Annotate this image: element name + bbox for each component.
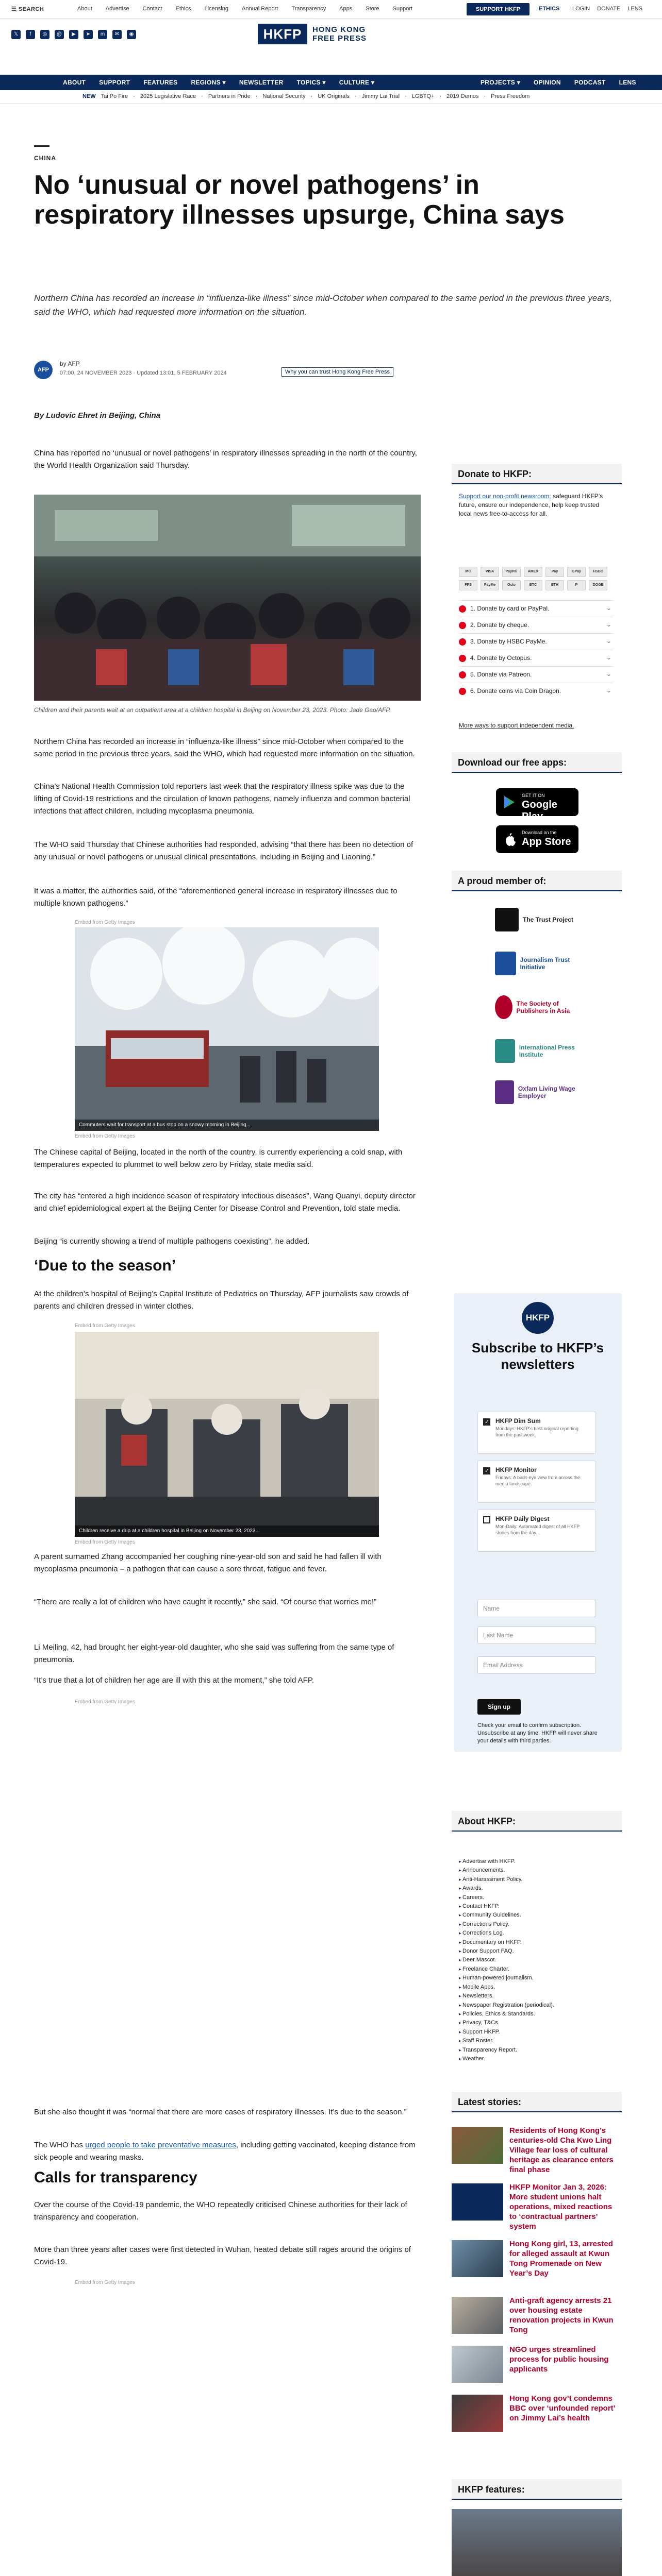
step-dot-icon	[459, 622, 466, 629]
article-headline: No ‘unusual or novel pathogens’ in respiratory illnesses upsurge, China says	[34, 170, 565, 230]
chevron-down-icon: ⌄	[606, 687, 611, 694]
latest-story[interactable]	[452, 2297, 622, 2348]
name-input[interactable]: Name	[477, 1600, 596, 1617]
rss-icon[interactable]: ◉	[127, 30, 136, 39]
story-thumbnail	[452, 2240, 503, 2277]
trending-link[interactable]: 2025 Legislative Race	[140, 93, 196, 99]
about-link[interactable]: ▸ Community Guidelines.	[459, 1911, 614, 1920]
about-title-bar	[452, 1811, 622, 1832]
donate-step-label: 4. Donate by Octopus.	[470, 654, 532, 662]
mastercard-icon: MC	[459, 567, 477, 577]
google-play-icon	[503, 795, 517, 809]
about-link[interactable]: ▸ Deer Mascot.	[459, 1956, 614, 1964]
about-link[interactable]: ▸ Corrections Policy.	[459, 1920, 614, 1929]
trust-project-icon	[495, 908, 519, 931]
trust-link[interactable]: Why you can trust Hong Kong Free Press	[282, 367, 393, 377]
donate-step[interactable]	[459, 683, 614, 699]
jti-icon	[495, 952, 516, 975]
top-utility-bar	[0, 0, 662, 19]
trust-project-logo[interactable]	[495, 904, 588, 935]
preventative-measures-link[interactable]: urged people to take preventative measures	[85, 2141, 236, 2149]
google-play-big: Google Play	[522, 799, 557, 822]
article-standfirst: Northern China has recorded an increase in “influenza-like illness” since mid-October when compared to the same period in the previous three years, said the WHO, which had requested more information on the situation.	[34, 293, 612, 317]
nav-item[interactable]: LENS	[619, 79, 636, 86]
about-link[interactable]: ▸ Transparency Report.	[459, 2046, 614, 2055]
google-play-button[interactable]	[496, 788, 578, 822]
story-title: Anti-graft agency arrests 21 over housing estate renovation projects in Kwun Tong	[509, 2296, 614, 2334]
donate-step-label: 5. Donate via Patreon.	[470, 671, 532, 678]
more-ways-link[interactable]: More ways to support independent media.	[459, 722, 574, 729]
lens-link[interactable]: LENS	[627, 6, 643, 12]
latest-story[interactable]	[452, 2183, 622, 2235]
newsletter-title: Subscribe to HKFP’s newsletters	[471, 1340, 604, 1372]
checkbox-checked[interactable]	[483, 1467, 490, 1475]
donate-step[interactable]	[459, 650, 614, 666]
paragraph-text: The WHO has	[34, 2141, 86, 2149]
email-input[interactable]: Email Address	[477, 1656, 596, 1674]
step-dot-icon	[459, 688, 466, 695]
trending-link[interactable]: UK Originals	[318, 93, 350, 99]
util-link[interactable]: About	[77, 6, 92, 12]
octopus-icon: Octo	[502, 580, 521, 590]
about-link[interactable]: ▸ Policies, Ethics & Standards.	[459, 2010, 614, 2019]
hkfp-circle-logo: HKFP	[522, 1302, 554, 1334]
signup-button[interactable]: Sign up	[477, 1699, 521, 1715]
app-store-big: App Store	[522, 836, 571, 848]
logo-mark: HKFP	[258, 24, 307, 44]
paragraph: At the children’s hospital of Beijing’s Capital Institute of Pediatrics on Thursday, AFP journalists saw crowds of parents and children dressed in winter clothes.	[34, 1290, 409, 1311]
about-link[interactable]: ▸ Advertise with HKFP.	[459, 1857, 614, 1866]
step-dot-icon	[459, 671, 466, 679]
story-title: HKFP Monitor Jan 3, 2026: More student unions halt operations, mixed reactions to ‘contractual partners’ system	[509, 2183, 613, 2231]
photo-caption: Children and their parents wait at an outpatient area at a children hospital in Beijing on November 23, 2023. Photo: Jade Gao/AFP.	[34, 706, 391, 714]
section-heading: ‘Due to the season’	[34, 1257, 176, 1274]
story-title: Hong Kong girl, 13, arrested for alleged assault at Kwun Tong Promenade on New Year’s Day	[509, 2240, 613, 2278]
paragraph: Beijing “is currently showing a trend of multiple pathogens coexisting”, he added.	[34, 1237, 310, 1246]
trending-link[interactable]: Tai Po Fire	[101, 93, 128, 99]
drip-photo-caption: Children receive a drip at a children hospital in Beijing on November 23, 2023...	[75, 1526, 379, 1537]
donate-title-bar	[452, 464, 622, 484]
donate-step[interactable]	[459, 633, 614, 650]
instagram-icon[interactable]: ◎	[40, 30, 49, 39]
story-thumbnail	[452, 2395, 503, 2432]
extra-links	[572, 6, 642, 12]
about-link[interactable]: ▸ Careers.	[459, 1893, 614, 1902]
login-link[interactable]: LOGIN	[572, 6, 590, 12]
nav-item[interactable]: FEATURES	[143, 79, 178, 86]
email-icon[interactable]: ✉	[112, 30, 122, 39]
about-link[interactable]: ▸ Weather.	[459, 2055, 614, 2063]
apple-icon	[503, 832, 517, 846]
donate-step-label: 1. Donate by card or PayPal.	[470, 605, 550, 612]
member-name: The Society of Publishers in Asia	[516, 1000, 570, 1014]
util-link[interactable]: Contact	[142, 6, 162, 12]
nav-item[interactable]: PROJECTS ▾	[481, 79, 521, 86]
snow-photo-caption: Commuters wait for transport at a bus stop on a snowy morning in Beijing...	[75, 1120, 379, 1131]
nav-item[interactable]: NEWSLETTER	[239, 79, 284, 86]
util-link[interactable]: Advertise	[105, 6, 129, 12]
newsletter-name: HKFP Monitor	[495, 1466, 537, 1473]
about-link[interactable]: ▸ Announcements.	[459, 1866, 614, 1875]
util-link[interactable]: Apps	[339, 6, 353, 12]
about-link[interactable]: ▸ Contact HKFP.	[459, 1902, 614, 1911]
newsletter-desc: Mondays: HKFP’s best original reporting from the past week.	[495, 1426, 578, 1437]
search-button[interactable]: ☰ SEARCH	[11, 6, 44, 12]
category-kicker[interactable]: CHINA	[34, 155, 56, 162]
nav-item[interactable]: SUPPORT	[99, 79, 130, 86]
chevron-down-icon: ⌄	[606, 621, 611, 628]
paragraph: Li Meiling, 42, had brought her eight-year-old daughter, who she said was suffering from the same type of pneumonia.	[34, 1643, 394, 1664]
newsletter-option-monitor[interactable]	[477, 1461, 596, 1503]
donate-step[interactable]	[459, 617, 614, 633]
paragraph: “There are really a lot of children who have caught it recently,” she said. “Of course that worries me!”	[34, 1598, 377, 1606]
nav-item[interactable]: OPINION	[534, 79, 561, 86]
latest-story[interactable]	[452, 2346, 622, 2397]
newsletter-desc: Mon-Daily: Automated digest of all HKFP stories from the day.	[495, 1524, 580, 1535]
afp-logo-icon: AFP	[34, 361, 53, 379]
logo-name	[312, 25, 367, 43]
paragraph: It was a matter, the authorities said, of the “aforementioned general increase in respiratory illnesses due to multiple known pathogens.”	[34, 887, 398, 908]
twitter-icon[interactable]: 𝕏	[11, 30, 21, 39]
trending-link[interactable]: Partners in Pride	[208, 93, 251, 99]
apps-title: Download our free apps:	[458, 757, 567, 768]
article-author: By Ludovic Ehret in Beijing, China	[34, 411, 161, 420]
oxfam-icon	[495, 1080, 514, 1104]
story-title: Hong Kong gov’t condemns BBC over ‘unfounded report’ on Jimmy Lai’s health	[509, 2394, 616, 2422]
donate-title: Donate to HKFP:	[458, 469, 532, 479]
story-title: Residents of Hong Kong’s centuries-old Cha Kwo Ling Village fear loss of cultural heritage as clearance enters final phase	[509, 2126, 614, 2174]
byline	[34, 358, 622, 381]
util-link[interactable]: Store	[366, 6, 379, 12]
hospital-photo	[34, 495, 421, 701]
paragraph: China’s National Health Commission told reporters last week that the respiratory illness spike was due to the lifting of Covid-19 restrictions and the circulation of known pathogens, namely influenza and common bacterial infections that affect children, including mycoplasma pneumonia.	[34, 782, 410, 816]
snow-photo-illustration	[75, 927, 379, 1131]
member-name: International Press Institute	[519, 1044, 575, 1058]
kicker-rule	[34, 145, 49, 147]
about-link[interactable]: ▸ Documentary on HKFP.	[459, 1938, 614, 1947]
ethereum-icon: ETH	[545, 580, 564, 590]
latest-story[interactable]	[452, 2127, 622, 2178]
about-link[interactable]: ▸ Privacy, T&Cs.	[459, 2019, 614, 2027]
about-link[interactable]: ▸ Support HKFP.	[459, 2028, 614, 2037]
sopa-logo[interactable]	[495, 992, 588, 1023]
youtube-icon[interactable]: ▶	[69, 30, 78, 39]
newsletter-option-digest[interactable]	[477, 1510, 596, 1552]
logo-name-line2: FREE PRESS	[312, 34, 367, 43]
app-store-small: Download on the	[522, 830, 557, 835]
googlepay-icon: GPay	[567, 567, 586, 577]
section-heading: Calls for transparency	[34, 2169, 197, 2186]
nav-item[interactable]: TOPICS ▾	[296, 79, 326, 86]
paragraph: The WHO said Thursday that Chinese authorities had responded, advising “that there has been no detection of any unusual or novel pathogens or unusual clinical presentations, including in Beijing and Liaoning.”	[34, 840, 413, 861]
about-link[interactable]: ▸ Freelance Charter.	[459, 1965, 614, 1974]
util-link[interactable]: Transparency	[291, 6, 326, 12]
paragraph: Northern China has recorded an increase in “influenza-like illness” since mid-October when compared to the same period in the previous three years, said the WHO, which had requested more information on the situation.	[34, 737, 415, 758]
mastodon-icon[interactable]: m	[98, 30, 107, 39]
logo-name-line1: HONG KONG	[312, 25, 366, 34]
feature-image	[452, 2509, 622, 2576]
donate-step-label: 2. Donate by cheque.	[470, 621, 529, 629]
about-link[interactable]: ▸ Newsletters.	[459, 1992, 614, 2001]
google-play-small: GET IT ON	[522, 793, 545, 798]
util-link[interactable]: Ethics	[175, 6, 191, 12]
patreon-icon: P	[567, 580, 586, 590]
getty-embed-label: Embed from Getty Images	[75, 1323, 135, 1329]
story-title: NGO urges streamlined process for public housing applicants	[509, 2345, 609, 2374]
trending-link[interactable]: Press Freedom	[491, 93, 530, 99]
telegram-icon[interactable]: ➤	[84, 30, 93, 39]
util-link[interactable]: Licensing	[204, 6, 228, 12]
getty-embed-label: Embed from Getty Images	[75, 1699, 135, 1705]
byline-meta	[60, 359, 227, 378]
social-icons	[11, 30, 136, 39]
apps-title-bar	[452, 752, 622, 773]
getty-embed-label: Embed from Getty Images	[75, 1133, 135, 1139]
member-name: The Trust Project	[523, 916, 574, 923]
about-link[interactable]: ▸ Mobile Apps.	[459, 1983, 614, 1992]
byline-author: by AFP	[60, 360, 80, 367]
paragraph: But she also thought it was “normal that there are more cases of respiratory illnesses. It’s due to the season.”	[34, 2108, 407, 2116]
chevron-down-icon: ⌄	[606, 670, 611, 677]
getty-embed-label: Embed from Getty Images	[75, 1539, 135, 1545]
feature-story[interactable]	[452, 2509, 622, 2576]
about-title: About HKFP:	[458, 1816, 516, 1826]
member-name: Journalism Trust Initiative	[520, 956, 570, 971]
donate-description: safeguard HKFP’s future, ensure our independence, help keep trusted local news free-to-access for all.	[459, 493, 603, 517]
drip-photo[interactable]	[75, 1332, 379, 1537]
story-thumbnail	[452, 2127, 503, 2164]
hkfp-logo[interactable]	[258, 23, 404, 45]
chevron-down-icon: ⌄	[606, 654, 611, 661]
about-link[interactable]: ▸ Staff Roster.	[459, 2037, 614, 2045]
checkbox-checked[interactable]	[483, 1418, 490, 1426]
members-title-bar	[452, 871, 622, 891]
applepay-icon: Pay	[545, 567, 564, 577]
newsletter-option-dimsum[interactable]	[477, 1412, 596, 1454]
donate-text	[459, 492, 614, 518]
threads-icon[interactable]: @	[55, 30, 64, 39]
nav-item[interactable]: CULTURE ▾	[339, 79, 375, 86]
trending-link[interactable]: LGBTQ+	[411, 93, 435, 99]
main-nav	[0, 75, 662, 90]
oxfam-logo[interactable]	[495, 1077, 588, 1108]
payme-icon: PayMe	[481, 580, 499, 590]
about-link[interactable]: ▸ Human-powered journalism.	[459, 1974, 614, 1982]
util-link[interactable]: Support	[392, 6, 413, 12]
newsletter-desc: Fridays: A birds-eye view from across the media landscape.	[495, 1475, 581, 1486]
paragraph: Over the course of the Covid-19 pandemic, the WHO repeatedly criticised Chinese authorities for their lack of transparency and cooperation.	[34, 2200, 407, 2222]
getty-embed-label: Embed from Getty Images	[75, 2280, 135, 2285]
app-store-button[interactable]	[496, 825, 578, 853]
story-thumbnail	[452, 2297, 503, 2334]
paragraph: The Chinese capital of Beijing, located in the north of the country, is currently experiencing a cold snap, with temperatures expected to plummet to well below zero by Friday, state media said.	[34, 1148, 403, 1169]
sopa-icon	[495, 995, 512, 1019]
chevron-down-icon: ⌄	[606, 637, 611, 645]
story-thumbnail	[452, 2183, 503, 2221]
jti-logo[interactable]	[495, 948, 588, 979]
utility-links	[77, 6, 412, 12]
paragraph-text: , including getting vaccinated, keeping distance from sick people and wearing masks.	[34, 2141, 416, 2162]
newsletter-name: HKFP Daily Digest	[495, 1515, 550, 1522]
amex-icon: AMEX	[524, 567, 542, 577]
latest-story[interactable]	[452, 2240, 622, 2292]
ipi-logo[interactable]	[495, 1036, 588, 1066]
paragraph: “It’s true that a lot of children her age are ill with this at the moment,” she told AFP.	[34, 1676, 315, 1685]
getty-embed-label: Embed from Getty Images	[75, 920, 135, 925]
latest-title-bar	[452, 2092, 622, 2112]
about-links	[459, 1857, 614, 2063]
last-name-input[interactable]: Last Name	[477, 1626, 596, 1644]
dogecoin-icon: DOGE	[589, 580, 607, 590]
ethics-link[interactable]: ETHICS	[539, 6, 560, 12]
about-link[interactable]: ▸ Awards.	[459, 1884, 614, 1893]
features-title: HKFP features:	[458, 2484, 525, 2495]
hospital-photo-illustration	[34, 495, 421, 701]
nav-item[interactable]: PODCAST	[574, 79, 606, 86]
fps-icon: FPS	[459, 580, 477, 590]
support-hkfp-button[interactable]: SUPPORT HKFP	[467, 3, 529, 15]
ipi-icon	[495, 1039, 515, 1063]
search-label: SEARCH	[18, 6, 44, 12]
donate-step[interactable]	[459, 666, 614, 683]
trending-link[interactable]: Jimmy Lai Trial	[361, 93, 400, 99]
nav-item[interactable]: ABOUT	[63, 79, 86, 86]
util-link[interactable]: Annual Report	[241, 6, 278, 12]
subscribe-note: Check your email to confirm subscription. Unsubscribe at any time. HKFP will never share your details with third parties.	[477, 1722, 598, 1744]
visa-icon: VISA	[481, 567, 499, 577]
donate-link[interactable]: DONATE	[597, 6, 621, 12]
member-name: Oxfam Living Wage Employer	[518, 1085, 575, 1099]
trending-link[interactable]: 2019 Demos	[446, 93, 479, 99]
donate-support-link[interactable]: Support our non-profit newsroom:	[459, 493, 551, 500]
chevron-down-icon: ⌄	[606, 604, 611, 612]
latest-title: Latest stories:	[458, 2097, 522, 2107]
about-link[interactable]: ▸ Donor Support FAQ.	[459, 1947, 614, 1956]
bitcoin-icon: BTC	[524, 580, 542, 590]
about-link[interactable]: ▸ Anti-Harassment Policy.	[459, 1875, 614, 1884]
byline-dates: 07:00, 24 NOVEMBER 2023 · Updated 13:01, 5 FEBRUARY 2024	[60, 370, 227, 376]
paragraph	[34, 2139, 421, 2164]
checkbox-unchecked[interactable]	[483, 1516, 490, 1523]
paypal-icon: PayPal	[502, 567, 521, 577]
donate-step-label: 3. Donate by HSBC PayMe.	[470, 638, 547, 645]
paragraph: The city has “entered a high incidence season of respiratory infectious diseases”, Wang Quanyi, deputy director and chief epidemiological expert at the Beijing Center for Disease Control and Prevention, told state media.	[34, 1192, 416, 1213]
step-dot-icon	[459, 605, 466, 613]
latest-story[interactable]	[452, 2395, 622, 2446]
paragraph: China has reported no ‘unusual or novel pathogens’ in respiratory illnesses spreading in the north of the country, the World Health Organization said Thursday.	[34, 449, 417, 470]
donate-step[interactable]	[459, 600, 614, 617]
newsletter-name: HKFP Dim Sum	[495, 1417, 541, 1425]
drip-photo-illustration	[75, 1332, 379, 1537]
paragraph: A parent surnamed Zhang accompanied her coughing nine-year-old son and said he had fallen ill with mycoplasma pneumonia – a pathogen that can cause a sore throat, fatigue and fever.	[34, 1552, 382, 1573]
facebook-icon[interactable]: f	[26, 30, 35, 39]
new-badge: NEW	[82, 93, 96, 99]
story-thumbnail	[452, 2346, 503, 2383]
snow-photo[interactable]	[75, 927, 379, 1131]
features-title-bar	[452, 2479, 622, 2500]
trending-nav: NEW Tai Po Fire · 2025 Legislative Race · Partners in Pride · National Security · UK Originals · Jimmy Lai Trial · LGBTQ+ · 2019 Demos · Press Freedom	[0, 90, 662, 104]
step-dot-icon	[459, 655, 466, 662]
about-link[interactable]: ▸ Newspaper Registration (periodical).	[459, 2001, 614, 2010]
donate-step-label: 6. Donate coins via Coin Dragon.	[470, 687, 561, 694]
payment-icons	[459, 567, 607, 590]
trending-link[interactable]: National Security	[262, 93, 306, 99]
step-dot-icon	[459, 638, 466, 646]
about-link[interactable]: ▸ Corrections Log.	[459, 1929, 614, 1938]
paragraph: More than three years after cases were first detected in Wuhan, heated debate still rages around the origins of Covid-19.	[34, 2245, 411, 2266]
hsbc-icon: HSBC	[589, 567, 607, 577]
members-title: A proud member of:	[458, 876, 547, 886]
nav-item[interactable]: REGIONS ▾	[191, 79, 226, 86]
